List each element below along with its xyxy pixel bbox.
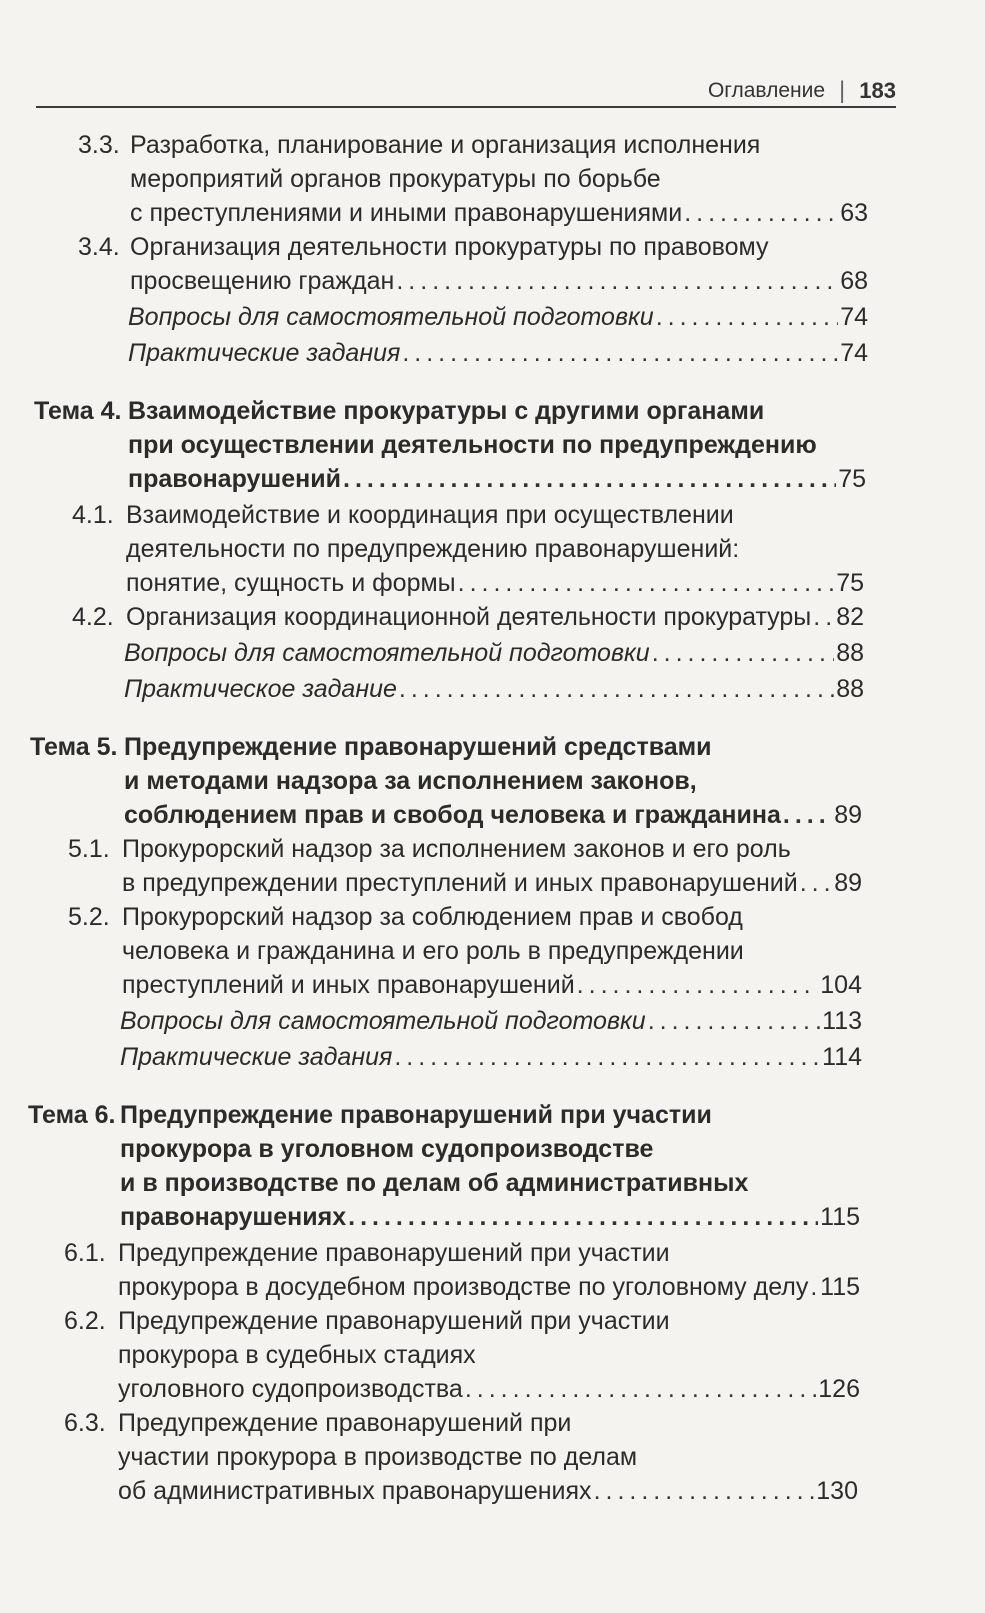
toc-entry-title-line: Практические задания [128, 339, 401, 367]
toc-entry-title-line: об административных правонарушениях [118, 1477, 592, 1505]
toc-entry-title [130, 128, 868, 230]
toc-entry-title-line: соблюдением прав и свобод человека и гражданина [124, 801, 781, 829]
dot-leader [343, 462, 836, 496]
toc-entry-title-line: уголовного судопроизводства [118, 1375, 463, 1403]
toc-page-number: 115 [820, 1203, 860, 1231]
toc-entry-title-line: при осуществлении деятельности по предупреждению [128, 431, 817, 459]
toc-entry-title [124, 730, 862, 832]
toc-entry-title [118, 1236, 860, 1304]
toc-entry-title-line: понятие, сущность и формы [126, 569, 456, 597]
toc-entry-title-line: Предупреждение правонарушений при участии [118, 1239, 670, 1267]
toc-entry-title-line: Взаимодействие и координация при осуществлении [126, 501, 734, 529]
toc-entry-title-line: просвещению граждан [130, 267, 395, 295]
toc-entry-title-line: прокурора в уголовном судопроизводстве [120, 1135, 654, 1163]
dot-leader [656, 300, 838, 334]
dot-leader [648, 1004, 820, 1038]
toc-entry-title-line: правонарушениях [120, 1203, 347, 1231]
toc-entry-title-line: с преступлениями и иными правонарушениями [130, 199, 683, 227]
toc-entry-number: 4.1. [72, 501, 114, 529]
toc-page-number: 126 [818, 1375, 860, 1403]
toc-page-number: 63 [840, 199, 868, 227]
toc-page-number: 89 [834, 869, 862, 897]
toc-entry-number: 4.2. [72, 603, 114, 631]
toc-page-number: 89 [834, 801, 862, 829]
toc-entry-title-line: и в производстве по делам об административных [120, 1169, 749, 1197]
toc-page-number: 115 [820, 1273, 860, 1301]
toc-entry-title [122, 832, 862, 900]
toc-entry-number: 5.2. [68, 903, 110, 931]
header-section-title: Оглавление [707, 79, 826, 102]
toc-entry-title-line: правонарушений [128, 465, 342, 493]
toc-entry-title-line: Практическое задание [124, 675, 397, 703]
dot-leader [783, 798, 832, 832]
toc-entry-title-line: Разработка, планирование и организация исполнения [130, 131, 761, 159]
toc-page-number: 75 [836, 569, 864, 597]
toc-entry-number: 5.1. [68, 835, 110, 863]
header-separator: | [839, 77, 846, 104]
dot-leader [684, 196, 838, 230]
toc-entry-title-line: деятельности по предупреждению правонарушений: [126, 535, 740, 563]
toc-entry-title [124, 636, 864, 670]
toc-entry-title-line: Предупреждение правонарушений при участии [118, 1307, 670, 1335]
running-header [36, 76, 896, 108]
header-page-number: 183 [859, 78, 896, 103]
toc-entry-number: 3.4. [78, 233, 120, 261]
toc-entry-title-line: Прокурорский надзор за соблюдением прав и свобод [122, 903, 743, 931]
toc-page-number: 74 [840, 303, 868, 331]
toc-page-number: 88 [836, 675, 864, 703]
toc-entry-number: Тема 4. [34, 397, 122, 425]
toc-entry-title [126, 600, 864, 634]
dot-leader [394, 1040, 820, 1074]
toc-entry-number: Тема 6. [28, 1101, 116, 1129]
toc-entry-title-line: и методами надзора за исполнением законов, [124, 767, 697, 795]
toc-entry-title-line: Вопросы для самостоятельной подготовки [120, 1007, 646, 1035]
toc-entry-title [128, 300, 868, 334]
toc-entry-title [128, 336, 868, 370]
toc-entry-title-line: в предупреждении преступлений и иных правонарушений [122, 869, 798, 897]
dot-leader [399, 672, 834, 706]
toc-entry-title [126, 498, 864, 600]
toc-entry-title-line: прокурора в досудебном производстве по уголовному делу [118, 1273, 809, 1301]
toc-page-number: 113 [822, 1007, 862, 1035]
toc-entry-title-line: мероприятий органов прокуратуры по борьбе [130, 165, 661, 193]
dot-leader [402, 336, 838, 370]
toc-entry-title-line: прокурора в судебных стадиях [118, 1341, 476, 1369]
toc-entry-title [122, 900, 862, 1002]
toc-page-number: 74 [840, 339, 868, 367]
toc-page-number: 88 [836, 639, 864, 667]
toc-entry-title-line: Предупреждение правонарушений средствами [124, 733, 712, 761]
toc-entry-title-line: Практические задания [120, 1043, 393, 1071]
toc-entry-number: 3.3. [78, 131, 120, 159]
dot-leader [652, 636, 834, 670]
toc-entry-title-line: Взаимодействие прокуратуры с другими органами [128, 397, 765, 425]
toc-entry-title-line: Вопросы для самостоятельной подготовки [128, 303, 654, 331]
toc-entry-title [118, 1304, 860, 1406]
toc-entry-number: 6.2. [64, 1307, 106, 1335]
toc-page-number: 82 [836, 603, 864, 631]
toc-entry-title-line: Прокурорский надзор за исполнением законов и его роль [122, 835, 791, 863]
dot-leader [348, 1200, 818, 1234]
dot-leader [465, 1372, 816, 1406]
toc-page-number: 75 [838, 465, 866, 493]
toc-entry-title [120, 1098, 860, 1234]
dot-leader [396, 264, 838, 298]
dot-leader [813, 600, 834, 634]
toc-entry-title-line: Предупреждение правонарушений при участии [120, 1101, 712, 1129]
toc-entry-number: 6.3. [64, 1409, 106, 1437]
toc-entry-title-line: человека и гражданина и его роль в предупреждении [122, 937, 744, 965]
toc-entry-title-line: участии прокурора в производстве по делам [118, 1443, 638, 1471]
toc-entry-title [120, 1040, 862, 1074]
toc-entry-title [124, 672, 864, 706]
toc-entry-title [120, 1004, 862, 1038]
toc-entry-title-line: Организация деятельности прокуратуры по правовому [130, 233, 769, 261]
toc-entry-title [128, 394, 866, 496]
toc-entry-number: Тема 5. [30, 733, 118, 761]
toc-entry-title [130, 230, 868, 298]
dot-leader [594, 1474, 815, 1508]
dot-leader [800, 866, 832, 900]
toc-entry-number: 6.1. [64, 1239, 106, 1267]
dot-leader [810, 1270, 818, 1304]
toc-entry-title-line: Организация координационной деятельности прокуратуры [126, 603, 812, 631]
toc-page-number: 68 [840, 267, 868, 295]
toc-page-number: 130 [816, 1477, 858, 1505]
dot-leader [458, 566, 835, 600]
toc-entry-title [118, 1406, 858, 1508]
toc-entry-title-line: Предупреждение правонарушений при [118, 1409, 572, 1437]
toc-page-number: 104 [820, 971, 862, 999]
toc-entry-title-line: преступлений и иных правонарушений [122, 971, 575, 999]
toc-entry-title-line: Вопросы для самостоятельной подготовки [124, 639, 650, 667]
toc-page-number: 114 [822, 1043, 862, 1071]
dot-leader [577, 968, 819, 1002]
